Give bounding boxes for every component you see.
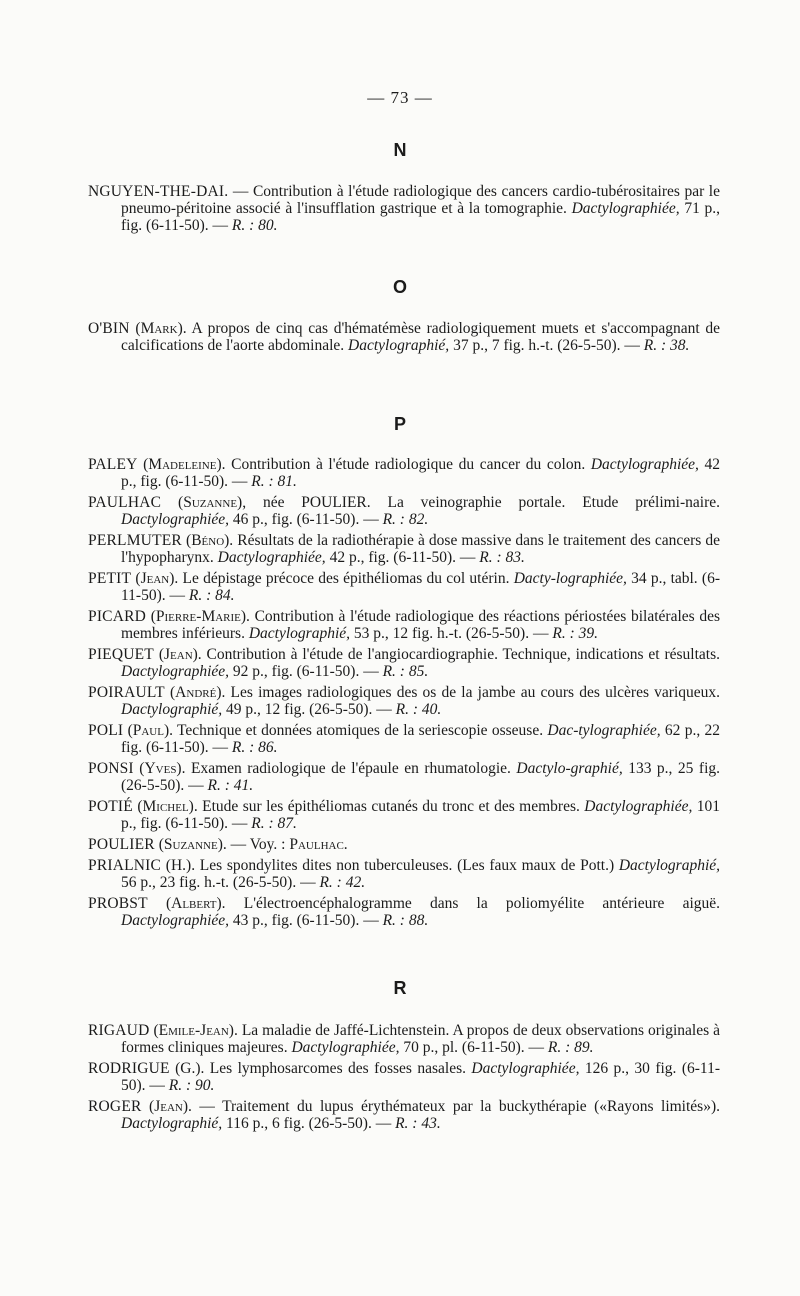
entry-reference: R. : 80. <box>231 217 278 234</box>
entry-given-name: (H.). <box>165 857 196 874</box>
entry-given-name: (Yves). <box>139 760 186 777</box>
entry-author: POTIÉ <box>88 798 133 815</box>
bibliography-entry <box>88 183 720 234</box>
entry-journal: Dactylographiée, <box>121 511 230 528</box>
bibliography-entry <box>88 456 720 490</box>
entry-author: PETIT <box>88 570 132 587</box>
bibliography-entry <box>88 798 720 832</box>
entry-given-name: (Béno). <box>186 532 234 549</box>
entry-author: POULIER <box>88 836 155 853</box>
entry-given-name: (Mark). <box>135 320 187 337</box>
entry-details: 43 p., fig. (6-11-50). — <box>229 912 383 929</box>
entry-details: 116 p., 6 fig. (26-5-50). — <box>222 1115 396 1132</box>
section-letter-p: P <box>393 414 406 434</box>
entry-text: Etude sur les épithéliomas cutanés du tronc et des membres. <box>197 798 585 815</box>
entry-text: Le dépistage précoce des épithéliomas du col utérin. <box>178 570 514 587</box>
bibliography-entry <box>88 760 720 794</box>
entry-details: 37 p., 7 fig. h.-t. (26-5-50). — <box>449 337 644 354</box>
entry-given-name: (Jean). <box>135 570 179 587</box>
entry-reference: R. : 81. <box>251 473 297 490</box>
entry-details: 46 p., fig. (6-11-50). — <box>229 511 383 528</box>
entry-reference: R. : 84. <box>188 587 235 604</box>
entry-journal: Dactylographiée, <box>584 798 693 815</box>
entry-author: ROGER <box>88 1098 142 1115</box>
entry-text: L'électroencéphalogramme dans la poliomyélite antérieure aiguë. <box>225 895 721 912</box>
section-letter-r: R <box>393 978 407 998</box>
entry-details: 92 p., fig. (6-11-50). — <box>229 663 383 680</box>
page-number: — 73 — <box>367 88 433 107</box>
entry-text: Résultats de la radiothérapie à dose massive dans le traitement des cancers de l'hypopharynx. <box>121 532 720 566</box>
bibliography-entry <box>88 608 720 642</box>
entry-details: 34 p., tabl. (6-11-50). — <box>121 570 720 604</box>
entry-details: 62 p., 22 fig. (6-11-50). — <box>121 722 721 756</box>
entry-journal: Dactylographiée, <box>571 200 680 217</box>
entry-author: PICARD <box>88 608 147 625</box>
entry-details: 42 p., fig. (6-11-50). — <box>121 456 720 490</box>
entry-reference: R. : 38. <box>643 337 690 354</box>
entry-details: 70 p., pl. (6-11-50). — <box>399 1039 548 1056</box>
entry-author: PRIALNIC <box>88 857 162 874</box>
entry-author: PIEQUET <box>88 646 154 663</box>
entry-details: 56 p., 23 fig. h.-t. (26-5-50). — <box>121 874 320 891</box>
section-p-entries <box>88 456 720 933</box>
entry-journal: Dactylographiée, <box>291 1039 400 1056</box>
entry-given-name: (Suzanne). <box>158 836 227 853</box>
bibliography-entry <box>88 684 720 718</box>
bibliography-entry <box>88 1060 720 1094</box>
entry-reference: R. : 87. <box>251 815 297 832</box>
entry-author: PERLMUTER <box>88 532 182 549</box>
entry-reference: R. : 40. <box>395 701 442 718</box>
entry-given-name: (Paul). <box>127 722 173 739</box>
entry-journal: Dac-tylographiée, <box>547 722 661 739</box>
entry-author: NGUYEN-THE-DAI. <box>88 183 229 200</box>
entry-reference: R. : 85. <box>382 663 429 680</box>
entry-text: La maladie de Jaffé-Lichtenstein. A propos de deux observations originales à formes cliniques majeures. <box>121 1022 721 1056</box>
entry-reference: R. : 86. <box>231 739 278 756</box>
bibliography-entry <box>88 532 720 566</box>
entry-author: PALEY <box>88 456 138 473</box>
entry-reference: R. : 90. <box>168 1077 215 1094</box>
entry-details: 101 p., fig. (6-11-50). — <box>121 798 721 832</box>
entry-journal: Dactylo-graphié, <box>516 760 623 777</box>
entry-text: Les images radiologiques des os de la jambe au cours des ulcères variqueux. <box>225 684 721 701</box>
entry-text: Contribution à l'étude de l'angiocardiographie. Technique, indications et résultats. <box>201 646 720 663</box>
entry-given-name: (Emile-Jean). <box>153 1022 238 1039</box>
entry-journal: Dactylographié, <box>248 625 351 642</box>
entry-text: Examen radiologique de l'épaule en rhumatologie. <box>185 760 517 777</box>
entry-journal: Dactylographié, <box>121 701 223 718</box>
entry-journal: Dactylographiée, <box>471 1060 580 1077</box>
bibliography-entry <box>88 857 720 891</box>
entry-text: — Contribution à l'étude radiologique des cancers cardio-tubérositaires par le pneumo-péritoine associé à l'insufflation gastrique et à la tomographie. <box>121 183 720 217</box>
entry-details: 49 p., 12 fig. (26-5-50). — <box>222 701 396 718</box>
entry-journal: Dactylographié, <box>618 857 721 874</box>
entry-author: O'BIN <box>88 320 130 337</box>
entry-given-name: (G.). <box>175 1060 205 1077</box>
entry-journal: Dactylographié, <box>121 1115 223 1132</box>
entry-reference: R. : 42. <box>319 874 366 891</box>
entry-author: PROBST <box>88 895 148 912</box>
bibliography-entry <box>88 1098 720 1132</box>
entry-details: 42 p., fig. (6-11-50). — <box>325 549 480 566</box>
entry-reference: R. : 41. <box>207 777 254 794</box>
entry-reference: R. : 39. <box>552 625 598 642</box>
entry-text: Contribution à l'étude radiologique du cancer du colon. <box>225 456 591 473</box>
entry-cross-reference: Paulhac. <box>289 836 348 853</box>
bibliography-entry <box>88 836 720 853</box>
entry-text: Contribution à l'étude radiologique des réactions périostées bilatérales des membres inférieurs. <box>121 608 720 642</box>
entry-reference: R. : 83. <box>479 549 525 566</box>
entry-journal: Dacty-lographiée, <box>513 570 627 587</box>
section-n-entries <box>88 183 720 238</box>
entry-journal: Dactylographiée, <box>217 549 326 566</box>
bibliography-entry <box>88 570 720 604</box>
entry-text: Les spondylites dites non tuberculeuses. (Les faux maux de Pott.) <box>195 857 619 874</box>
entry-reference: R. : 89. <box>547 1039 594 1056</box>
section-letter-o: O <box>392 277 407 297</box>
bibliography-entry <box>88 320 720 354</box>
entry-given-name: (André). <box>170 684 226 701</box>
entry-journal: Dactylographiée, <box>121 663 230 680</box>
entry-journal: Dactylographiée, <box>590 456 699 473</box>
entry-author: PAULHAC <box>88 494 162 511</box>
entry-given-name: (Jean). <box>149 1098 192 1115</box>
entry-text: Les lymphosarcomes des fosses nasales. <box>204 1060 472 1077</box>
entry-given-name: (Pierre-Marie). <box>150 608 250 625</box>
section-o-entries <box>88 320 720 358</box>
section-r-entries <box>88 1022 720 1136</box>
entry-given-name: (Michel). <box>137 798 198 815</box>
entry-text: — Traitement du lupus érythémateux par la buckythérapie («Rayons limités»). <box>191 1098 720 1115</box>
bibliography-entry <box>88 1022 720 1056</box>
entry-reference: R. : 82. <box>382 511 429 528</box>
entry-reference: R. : 43. <box>395 1115 441 1132</box>
entry-details: 71 p., fig. (6-11-50). — <box>121 200 720 234</box>
entry-given-name: (Jean). <box>158 646 202 663</box>
bibliography-entry <box>88 494 720 528</box>
entry-given-name: (Suzanne), <box>178 494 247 511</box>
entry-author: POLI <box>88 722 124 739</box>
entry-reference: R. : 88. <box>382 912 429 929</box>
entry-text: — Voy. : <box>226 836 290 853</box>
entry-details: 53 p., 12 fig. h.-t. (26-5-50). — <box>350 625 553 642</box>
entry-details: 133 p., 25 fig. (26-5-50). — <box>121 760 721 794</box>
entry-given-name: (Madeleine). <box>143 456 226 473</box>
bibliography-entry <box>88 722 720 756</box>
bibliography-entry <box>88 646 720 680</box>
entry-author: RIGAUD <box>88 1022 150 1039</box>
entry-text: Technique et données atomiques de la seriescopie osseuse. <box>173 722 548 739</box>
entry-given-name: (Albert). <box>165 895 226 912</box>
entry-author: POIRAULT <box>88 684 165 701</box>
bibliography-entry <box>88 895 720 929</box>
entry-author: RODRIGUE <box>88 1060 170 1077</box>
entry-journal: Dactylographiée, <box>121 912 230 929</box>
entry-author: PONSI <box>88 760 134 777</box>
entry-details: 126 p., 30 fig. (6-11-50). — <box>121 1060 720 1094</box>
entry-text: née POULIER. La veinographie portale. Etude prélimi-naire. <box>246 494 721 511</box>
entry-text: A propos de cinq cas d'hématémèse radiologiquement muets et s'accompagnant de calcifications de l'aorte abdominale. <box>121 320 721 354</box>
section-letter-n: N <box>393 140 407 160</box>
entry-journal: Dactylographié, <box>348 337 450 354</box>
